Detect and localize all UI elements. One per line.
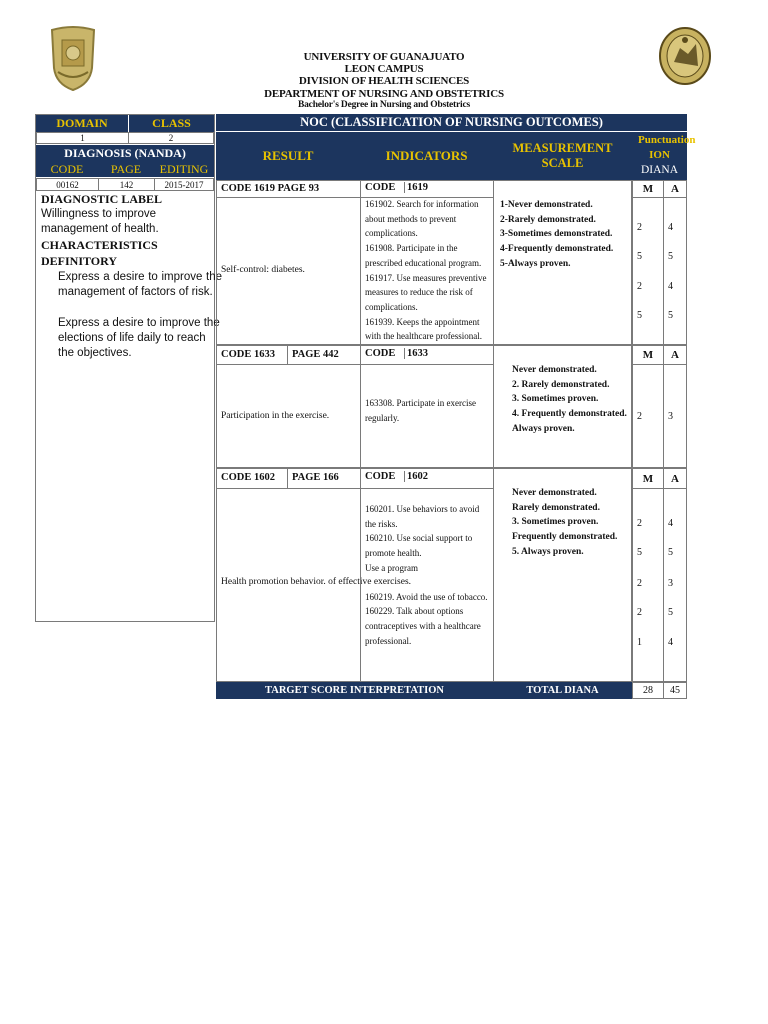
block2-code: CODE 1633 [216, 345, 288, 365]
block3-m-2: 5 [637, 547, 642, 558]
class-value: 2 [128, 132, 214, 144]
block3-m-3: 2 [637, 578, 642, 589]
indicator-160219: 160219. Avoid the use of tobacco. [365, 591, 488, 602]
diagnosis-title: DIAGNOSIS (NANDA) [36, 145, 214, 162]
editing-value: 2015-2017 [154, 178, 214, 191]
university-name: UNIVERSITY OF GUANAJUATO [303, 51, 465, 63]
class-label: CLASS [129, 115, 214, 132]
indicator-160210: 160210. Use social support to promote health. [365, 533, 473, 559]
noc-title: NOC (CLASSIFICATION OF NURSING OUTCOMES) [216, 114, 687, 131]
total-diana-label: TOTAL DIANA [493, 682, 632, 699]
characteristics-title: CHARACTERISTICS DEFINITORY [41, 238, 158, 268]
block3-code: CODE 1602 [216, 468, 288, 489]
block2-m-1: 2 [637, 411, 642, 422]
block3-a-1: 4 [668, 518, 673, 529]
block2-page: PAGE 442 [287, 345, 361, 365]
block2-result: Participation in the exercise. [221, 411, 330, 421]
domain-value: 1 [36, 132, 129, 144]
block3-a-4: 5 [668, 607, 673, 618]
indicator-163308: 163308. Participate in exercise regularly. [365, 398, 476, 423]
diagnostic-label-title: DIAGNOSTIC LABEL [41, 192, 163, 206]
indicator-161939: 161939. Keeps the appointment with the healthcare professional. [365, 316, 482, 342]
page-label: PAGE [98, 162, 154, 177]
campus-name: LEON CAMPUS [344, 63, 424, 75]
code-value: 00162 [36, 178, 99, 191]
block1-a-2: 5 [668, 251, 673, 262]
block3-indicators [365, 502, 492, 648]
block3-scale: Never demonstrated. Rarely demonstrated. 3. Sometimes proven. Frequently demonstrated. 5. Always proven. [512, 488, 618, 557]
punctuation-header: Punctuation ION DIANA [632, 132, 687, 180]
block2-m-label: M [632, 345, 664, 365]
block1-code-page: CODE 1619 PAGE 93 [216, 180, 361, 198]
block1-m-4: 5 [637, 310, 642, 321]
block3-page: PAGE 166 [287, 468, 361, 489]
block3-result: Health promotion behavior. of effective exercises. [221, 577, 412, 587]
block1-m-label: M [632, 180, 664, 198]
block3-m-label: M [632, 468, 664, 489]
block1-code: 1619 [404, 182, 428, 193]
department-name: DEPARTMENT OF NURSING AND OBSTETRICS [264, 88, 504, 100]
code-label: CODE [36, 162, 98, 177]
indicator-161908: 161908. Participate in the prescribed educational program. [365, 243, 482, 268]
block1-a-label: A [663, 180, 687, 198]
target-score-interpretation: TARGET SCORE INTERPRETATION [216, 682, 493, 699]
page-value: 142 [98, 178, 155, 191]
block1-scale: 1-Never demonstrated. 2-Rarely demonstrated. 3-Sometimes demonstrated. 4-Frequently demonstrated. 5-Always proven. [500, 200, 614, 269]
block3-m-5: 1 [637, 637, 642, 648]
domain-label: DOMAIN [36, 115, 128, 132]
scale-header: MEASUREMENT SCALE [493, 132, 632, 180]
total-a: 45 [663, 682, 687, 699]
division-name: DIVISION OF HEALTH SCIENCES [298, 75, 470, 87]
block1-m-2: 5 [637, 251, 642, 262]
block1-m-1: 2 [637, 222, 642, 233]
editing-label: EDITING [154, 162, 214, 177]
block2-code-value: 1633 [404, 348, 428, 359]
characteristic-1: Express a desire to improve the management of factors of risk. [58, 271, 222, 298]
block3-code-value: 1602 [404, 471, 428, 482]
block3-a-3: 3 [668, 578, 673, 589]
block2-a-label: A [663, 345, 687, 365]
block2-scale: Never demonstrated. 2. Rarely demonstrated. 3. Sometimes proven. 4. Frequently demonstrated. Always proven. [512, 365, 627, 434]
block1-a-4: 5 [668, 310, 673, 321]
block2-indicators [365, 396, 492, 425]
block2-a-1: 3 [668, 411, 673, 422]
block1-result: Self-control: diabetes. [221, 265, 305, 275]
indicator-161902: 161902. Search for information about methods to prevent complications. [365, 199, 479, 239]
indicator-160229: 160229. Talk about options contraceptives with a healthcare professional. [365, 606, 481, 646]
block1-indicators [365, 197, 492, 344]
block3-m-4: 2 [637, 607, 642, 618]
total-m: 28 [632, 682, 664, 699]
block3-a-5: 4 [668, 637, 673, 648]
diagnostic-label-text: Willingness to improve management of health. [41, 208, 159, 235]
block1-a-1: 4 [668, 222, 673, 233]
block1-a-3: 4 [668, 281, 673, 292]
characteristic-2: Express a desire to improve the elections of life daily to reach the objectives. [58, 317, 220, 359]
indicator-program: Use a program [365, 562, 418, 573]
indicator-160201: 160201. Use behaviors to avoid the risks. [365, 504, 480, 529]
block3-a-label: A [663, 468, 687, 489]
block1-m-3: 2 [637, 281, 642, 292]
indicator-161917: 161917. Use measures preventive measures to reduce the risk of complications. [365, 272, 487, 312]
block3-m-1: 2 [637, 518, 642, 529]
degree-name: Bachelor's Degree in Nursing and Obstetrics [298, 100, 470, 110]
result-header: RESULT [216, 132, 360, 180]
block3-a-2: 5 [668, 547, 673, 558]
indicators-header: INDICATORS [360, 132, 493, 180]
